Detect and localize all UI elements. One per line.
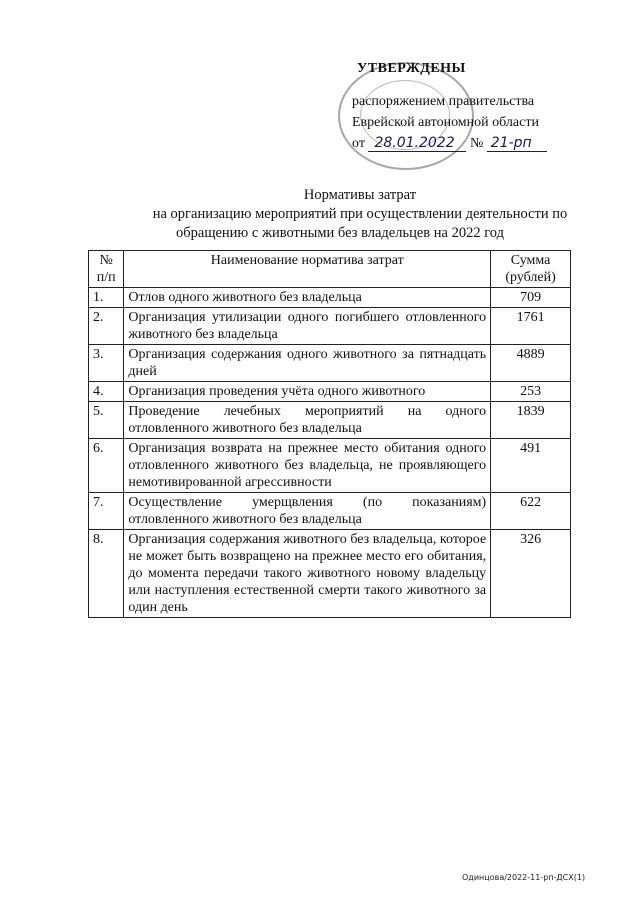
table-row (89, 530, 571, 618)
date-prefix: от (352, 136, 365, 151)
row-sum: 4889 (491, 345, 571, 382)
row-name: Организация содержания животного без владельца, которое не может быть возвращено на прежнее место его обитания, до момента передачи такого животного новому владельцу или наступления естественной смерти такого животного за один день (124, 530, 491, 618)
approval-date-number-line (352, 133, 592, 154)
row-num: 8. (89, 530, 124, 618)
approval-line-2: Еврейской автономной области (352, 115, 539, 130)
row-sum: 1761 (491, 308, 571, 345)
row-name: Организация утилизации одного погибшего отловленного животного без владельца (124, 308, 491, 345)
row-name: Проведение лечебных мероприятий на одного отловленного животного без владельца (124, 402, 491, 439)
row-sum: 253 (491, 382, 571, 402)
handwritten-date: 28.01.2022 (368, 135, 466, 152)
row-num: 7. (89, 493, 124, 530)
footer-reference: Одинцова/2022-11-рп-ДСХ(1) (462, 873, 586, 882)
row-num: 1. (89, 288, 124, 308)
norms-table (88, 250, 571, 618)
row-name: Осуществление умерщвления (по показаниям) отловленного животного без владельца (124, 493, 491, 530)
header-sum: Сумма (рублей) (491, 251, 571, 288)
row-name: Отлов одного животного без владельца (124, 288, 491, 308)
row-sum: 326 (491, 530, 571, 618)
title-line-1: Нормативы затрат (303, 187, 417, 203)
row-num: 5. (89, 402, 124, 439)
row-sum: 491 (491, 439, 571, 493)
row-name: Организация возврата на прежнее место обитания одного отловленного животного без владельца, не проявляющего немотивированной агрессивности (124, 439, 491, 493)
row-sum: 1839 (491, 402, 571, 439)
row-num: 3. (89, 345, 124, 382)
approval-line-1: распоряжением правительства (352, 94, 535, 109)
number-prefix: № (469, 136, 484, 151)
table-row (89, 382, 571, 402)
table-header-row (89, 251, 571, 288)
row-name: Организация проведения учёта одного животного (124, 382, 491, 402)
row-num: 2. (89, 308, 124, 345)
row-name: Организация содержания одного животного за пятнадцать дней (124, 345, 491, 382)
document-title (100, 186, 620, 243)
handwritten-number: 21-рп (487, 135, 547, 152)
header-num: № п/п (89, 251, 124, 288)
table-row (89, 308, 571, 345)
approval-title: УТВЕРЖДЕНЫ (357, 61, 466, 76)
approval-block (352, 58, 592, 154)
table-row (89, 345, 571, 382)
title-line-3: обращению с животными без владельцев на 2022 год (176, 225, 504, 241)
row-sum: 709 (491, 288, 571, 308)
row-sum: 622 (491, 493, 571, 530)
table-row (89, 402, 571, 439)
table-row (89, 288, 571, 308)
table-row (89, 439, 571, 493)
title-line-2: на организацию мероприятий при осуществлении деятельности по (152, 206, 568, 222)
table-row (89, 493, 571, 530)
row-num: 4. (89, 382, 124, 402)
header-name: Наименование норматива затрат (124, 251, 491, 288)
row-num: 6. (89, 439, 124, 493)
